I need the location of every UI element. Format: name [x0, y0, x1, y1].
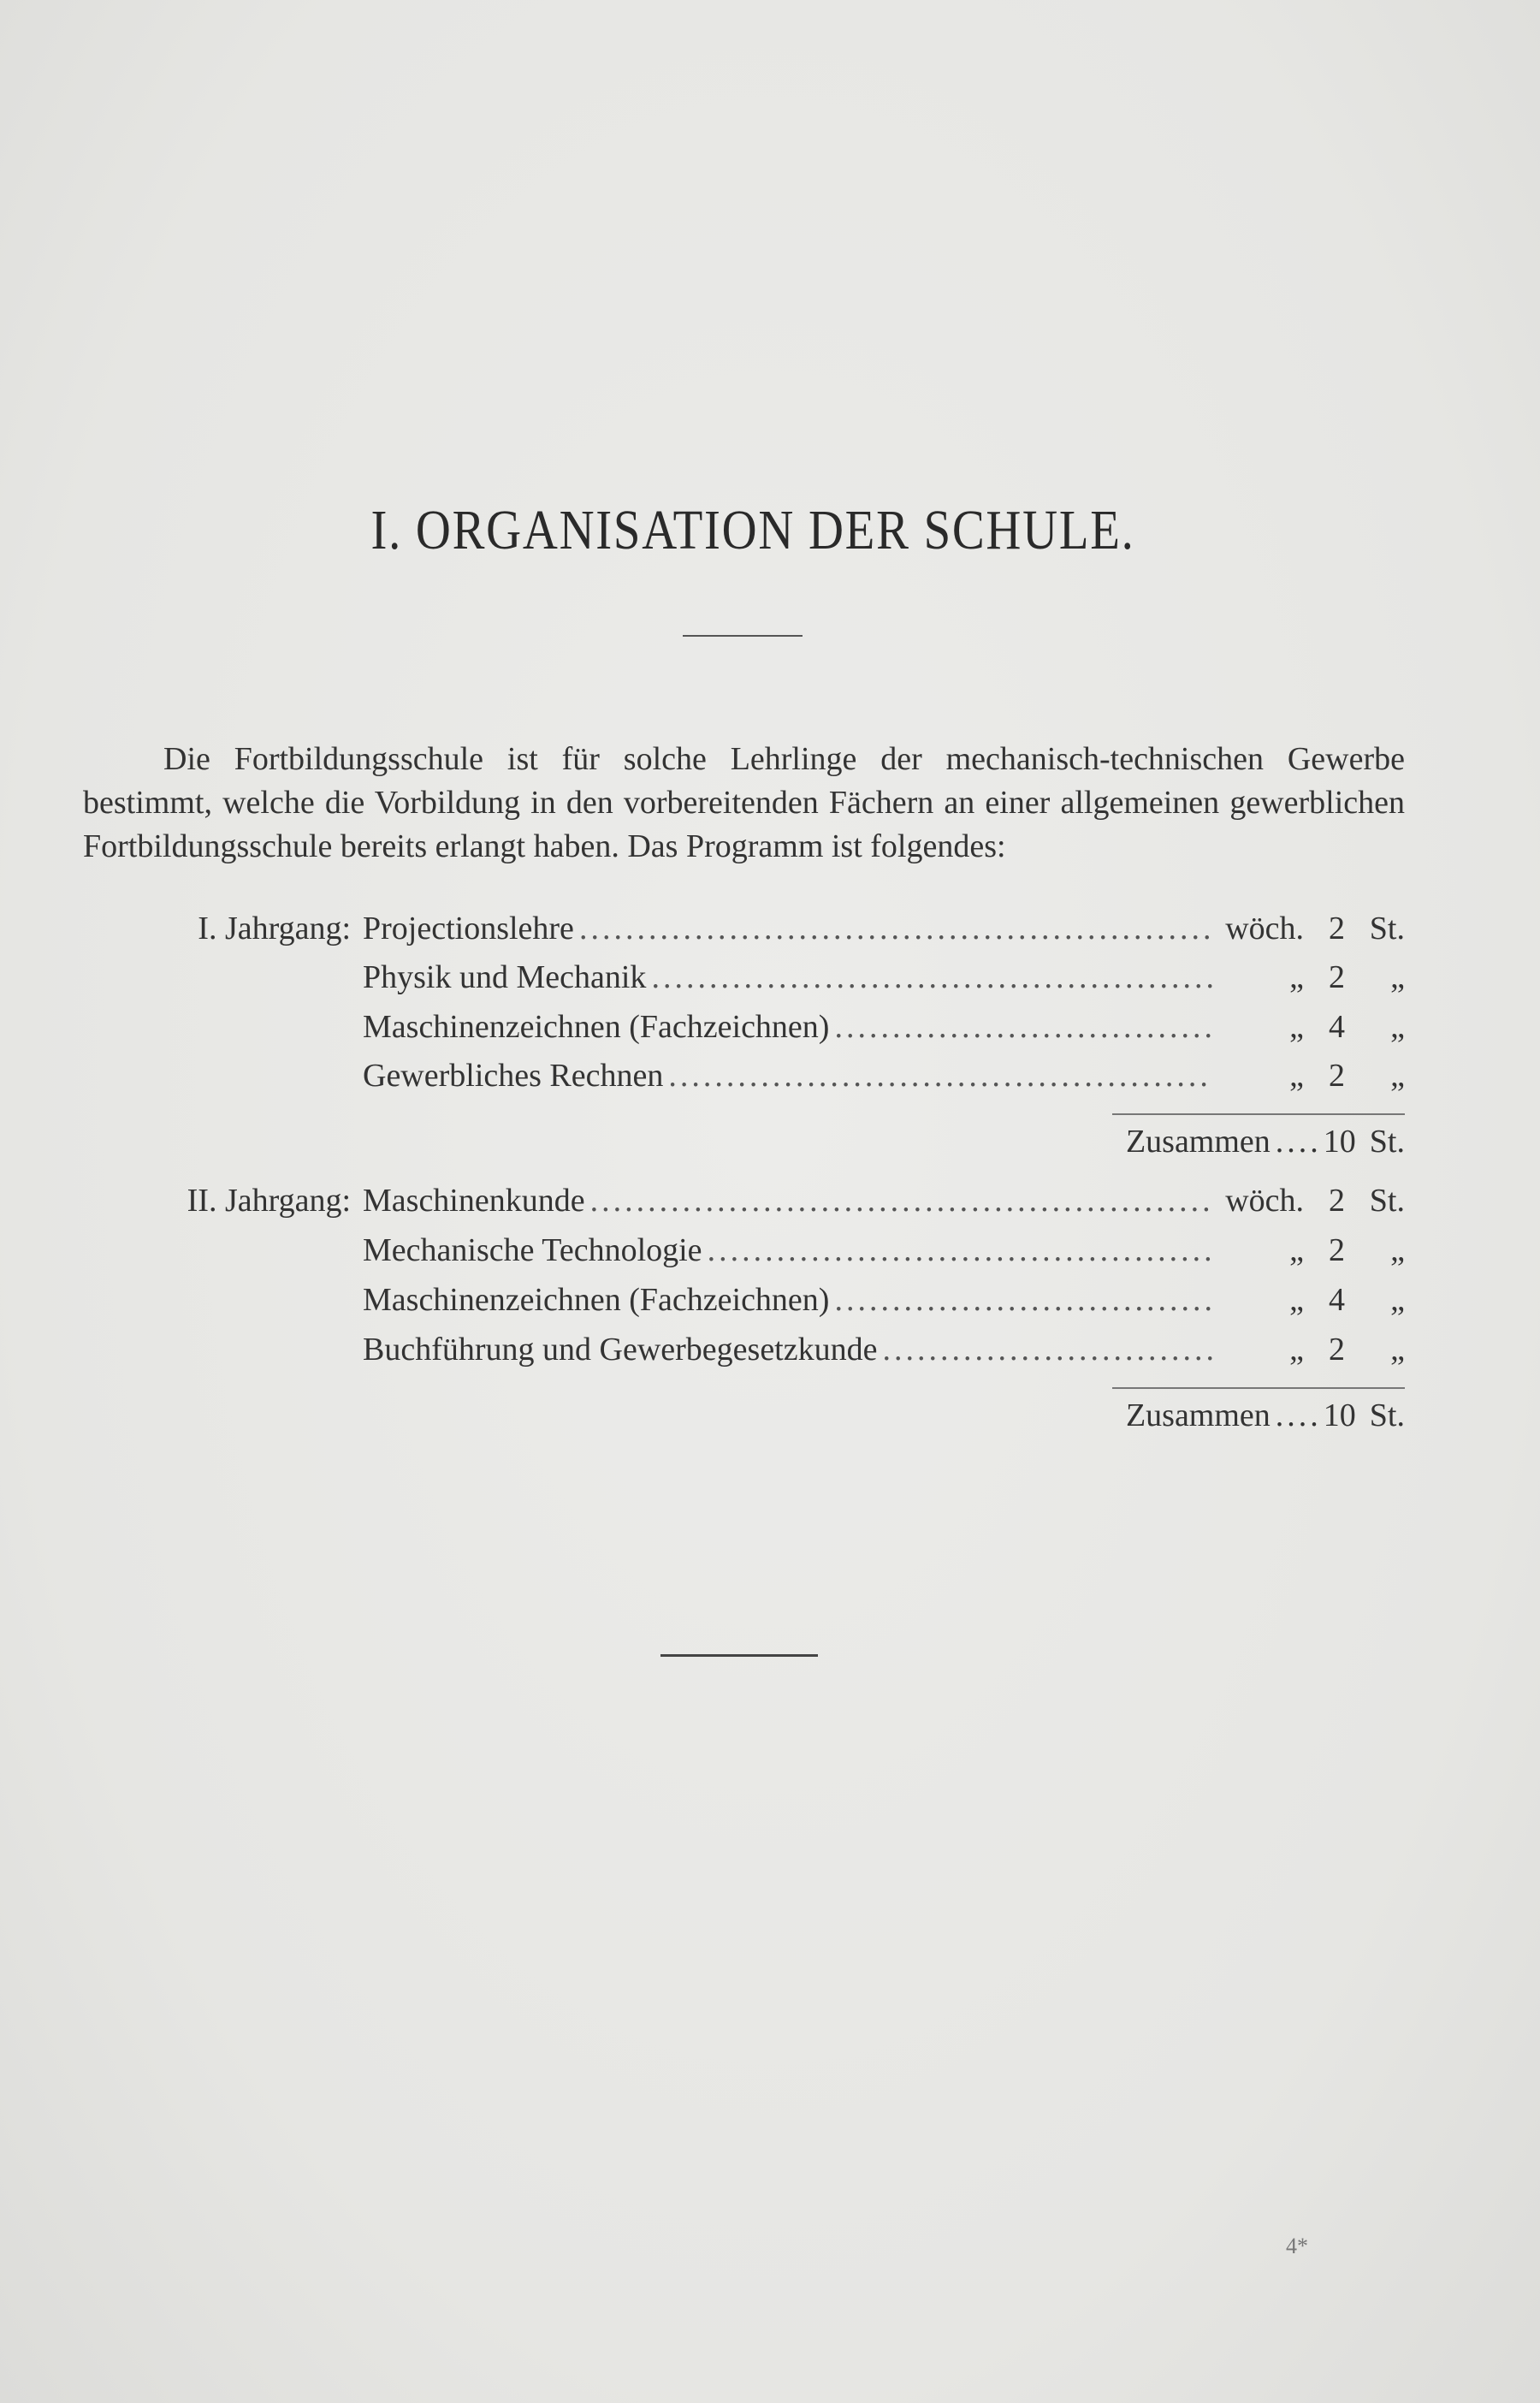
sum-rule — [1112, 1387, 1405, 1389]
subject-hours: 4 — [1329, 1009, 1345, 1045]
total-row — [941, 1123, 1405, 1160]
subject-name: Maschinenkunde — [363, 1183, 585, 1219]
leader-dots — [590, 1182, 1213, 1219]
subject-hours: 2 — [1329, 1058, 1345, 1094]
leader-dots — [668, 1057, 1213, 1095]
leader-dots — [651, 958, 1213, 996]
subject-unit: „ — [1289, 1058, 1304, 1094]
subject-unit: wöch. — [1225, 1183, 1304, 1219]
total-row — [941, 1397, 1405, 1434]
total-label: Zusammen — [1125, 1124, 1270, 1160]
total-dots: .... — [1275, 1124, 1322, 1160]
subject-st: St. — [1369, 911, 1405, 946]
subject-row — [363, 1008, 1405, 1051]
total-st: St. — [1369, 1397, 1405, 1433]
subject-hours: 4 — [1329, 1282, 1345, 1318]
leader-dots — [834, 1008, 1213, 1046]
subject-unit: wöch. — [1225, 911, 1304, 946]
title-divider — [683, 635, 803, 637]
subject-hours: 2 — [1329, 1232, 1345, 1268]
subject-row — [363, 910, 1405, 952]
year-label: II. Jahrgang: — [187, 1183, 351, 1219]
leader-dots — [579, 910, 1213, 947]
year-label: I. Jahrgang: — [198, 911, 351, 946]
subject-hours: 2 — [1329, 1332, 1345, 1368]
total-dots: .... — [1275, 1397, 1322, 1433]
subject-hours: 2 — [1329, 959, 1345, 995]
subject-name: Maschinenzeichnen (Fachzeichnen) — [363, 1009, 830, 1045]
subject-st: „ — [1390, 1232, 1405, 1268]
subject-hours: 2 — [1329, 1183, 1345, 1219]
subject-unit: „ — [1289, 1009, 1304, 1045]
subject-st: St. — [1369, 1183, 1405, 1219]
subject-name: Buchführung und Gewerbegesetzkunde — [363, 1332, 878, 1368]
subject-unit: „ — [1289, 959, 1304, 995]
page-title: I. ORGANISATION DER SCHULE. — [370, 499, 1135, 561]
subject-row — [363, 958, 1405, 1001]
subject-unit: „ — [1289, 1282, 1304, 1318]
subject-st: „ — [1390, 959, 1405, 995]
leader-dots — [834, 1281, 1213, 1319]
total-hours: 10 — [1323, 1124, 1356, 1160]
subject-name: Gewerbliches Rechnen — [363, 1058, 664, 1094]
total-st: St. — [1369, 1124, 1405, 1160]
subject-row — [363, 1281, 1405, 1324]
intro-paragraph: Die Fortbildungsschule ist für solche Lehrlinge der mechanisch-technischen Gewerbe bestimmt, welche die Vorbildung in den vorbereitenden Fächern an einer allgemeinen gewerblichen Fortbildungsschule bereits erlangt haben. Das Programm ist folgendes: — [83, 741, 1405, 864]
total-hours: 10 — [1323, 1397, 1356, 1433]
subject-st: „ — [1390, 1332, 1405, 1368]
subject-name: Projectionslehre — [363, 911, 574, 946]
subject-hours: 2 — [1329, 911, 1345, 946]
subject-st: „ — [1390, 1058, 1405, 1094]
subject-name: Mechanische Technologie — [363, 1232, 702, 1268]
total-label: Zusammen — [1125, 1397, 1270, 1433]
leader-dots — [882, 1331, 1213, 1368]
leader-dots — [708, 1231, 1213, 1269]
subject-name: Physik und Mechanik — [363, 959, 647, 995]
subject-unit: „ — [1289, 1232, 1304, 1268]
closing-divider — [660, 1654, 818, 1657]
signature-mark: 4* — [1286, 2234, 1308, 2258]
subject-name: Maschinenzeichnen (Fachzeichnen) — [363, 1282, 830, 1318]
subject-row — [363, 1057, 1405, 1100]
subject-st: „ — [1390, 1009, 1405, 1045]
subject-unit: „ — [1289, 1332, 1304, 1368]
subject-st: „ — [1390, 1282, 1405, 1318]
subject-row — [363, 1331, 1405, 1374]
subject-row — [363, 1182, 1405, 1225]
subject-row — [363, 1231, 1405, 1274]
sum-rule — [1112, 1113, 1405, 1115]
